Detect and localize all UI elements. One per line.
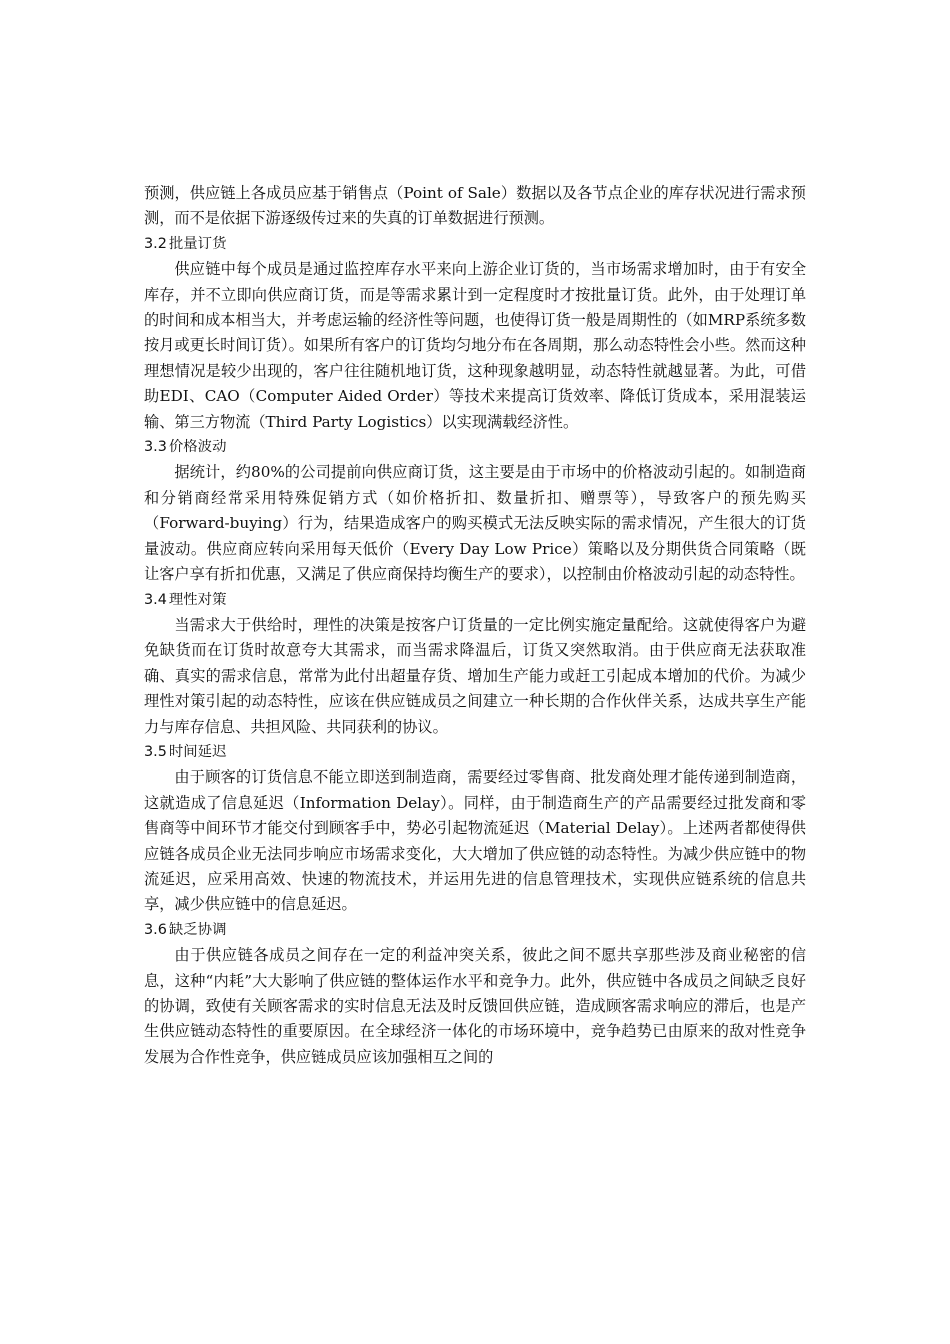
section-title: 缺乏协调 [168, 921, 227, 938]
section-number: 3.5 [144, 743, 167, 760]
section-title: 价格波动 [168, 439, 227, 456]
continuation-paragraph: 预测，供应链上各成员应基于销售点（Point of Sale）数据以及各节点企业的库存状况进行需求预测，而不是依据下游逐级传过来的失真的订单数据进行预测。 [144, 184, 806, 228]
section-body-3-6: 由于供应链各成员之间存在一定的利益冲突关系，彼此之间不愿共享那些涉及商业秘密的信息，这种“内耗”大大影响了供应链的整体运作水平和竞争力。此外，供应链中各成员之间缺乏良好的协调，致使有关顾客需求的实时信息无法及时反馈回供应链，造成顾客需求响应的滞后，也是产生供应链动态特性的重要原因。在全球经济一体化的市场环境中，竞争趋势已由原来的敌对性竞争发展为合作性竞争，供应链成员应该加强相互之间的 [144, 946, 806, 1066]
section-title: 时间延迟 [168, 743, 227, 760]
section-body-3-5: 由于顾客的订货信息不能立即送到制造商，需要经过零售商、批发商处理才能传递到制造商，这就造成了信息延迟（Information Delay）。同样，由于制造商生产的产品需要经过批发商和零售商等中间环节才能交付到顾客手中，势必引起物流延迟（Material Delay）。上述两者都使得供应链各成员企业无法同步响应市场需求变化，大大增加了供应链的动态特性。为减少供应链中的物流延迟，应采用高效、快速的物流技术，并运用先进的信息管理技术，实现供应链系统的信息共享，减少供应链中的信息延迟。 [144, 768, 806, 914]
section-heading-3-3 [144, 435, 806, 460]
section-title: 批量订货 [168, 235, 227, 252]
section-number: 3.2 [144, 235, 167, 252]
section-number: 3.4 [144, 591, 167, 608]
section-body-3-3: 据统计，约80%的公司提前向供应商订货，这主要是由于市场中的价格波动引起的。如制造商和分销商经常采用特殊促销方式（如价格折扣、数量折扣、赠票等），导致客户的预先购买（Forward-buying）行为，结果造成客户的购买模式无法反映实际的需求情况，产生很大的订货量波动。供应商应转向采用每天低价（Every Day Low Price）策略以及分期供货合同策略（既让客户享有折扣优惠，又满足了供应商保持均衡生产的要求），以控制由价格波动引起的动态特性。 [144, 463, 806, 584]
section-heading-3-5 [144, 740, 806, 765]
section-number: 3.3 [144, 439, 167, 456]
document-page [144, 181, 806, 1070]
section-number: 3.6 [144, 921, 167, 938]
section-heading-3-6 [144, 918, 806, 943]
section-heading-3-2 [144, 232, 806, 257]
section-body-3-2: 供应链中每个成员是通过监控库存水平来向上游企业订货的，当市场需求增加时，由于有安全库存，并不立即向供应商订货，而是等需求累计到一定程度时才按批量订货。此外，由于处理订单的时间和成本相当大，并考虑运输的经济性等问题，也使得订货一般是周期性的（如MRP系统多数按月或更长时间订货）。如果所有客户的订货均匀地分布在各周期，那么动态特性会小些。然而这种理想情况是较少出现的，客户往往随机地订货，这种现象越明显，动态特性就越显著。为此，可借助EDI、CAO（Computer Aided Order）等技术来提高订货效率、降低订货成本，采用混装运输、第三方物流（Third Party Logistics）以实现满载经济性。 [144, 260, 806, 431]
section-heading-3-4 [144, 588, 806, 613]
section-title: 理性对策 [168, 591, 227, 608]
section-body-3-4: 当需求大于供给时，理性的决策是按客户订货量的一定比例实施定量配给。这就使得客户为避免缺货而在订货时故意夸大其需求，而当需求降温后，订货又突然取消。由于供应商无法获取准确、真实的需求信息，常常为此付出超量存货、增加生产能力或赶工引起成本增加的代价。为减少理性对策引起的动态特性，应该在供应链成员之间建立一种长期的合作伙伴关系，达成共享生产能力与库存信息、共担风险、共同获利的协议。 [144, 615, 806, 736]
